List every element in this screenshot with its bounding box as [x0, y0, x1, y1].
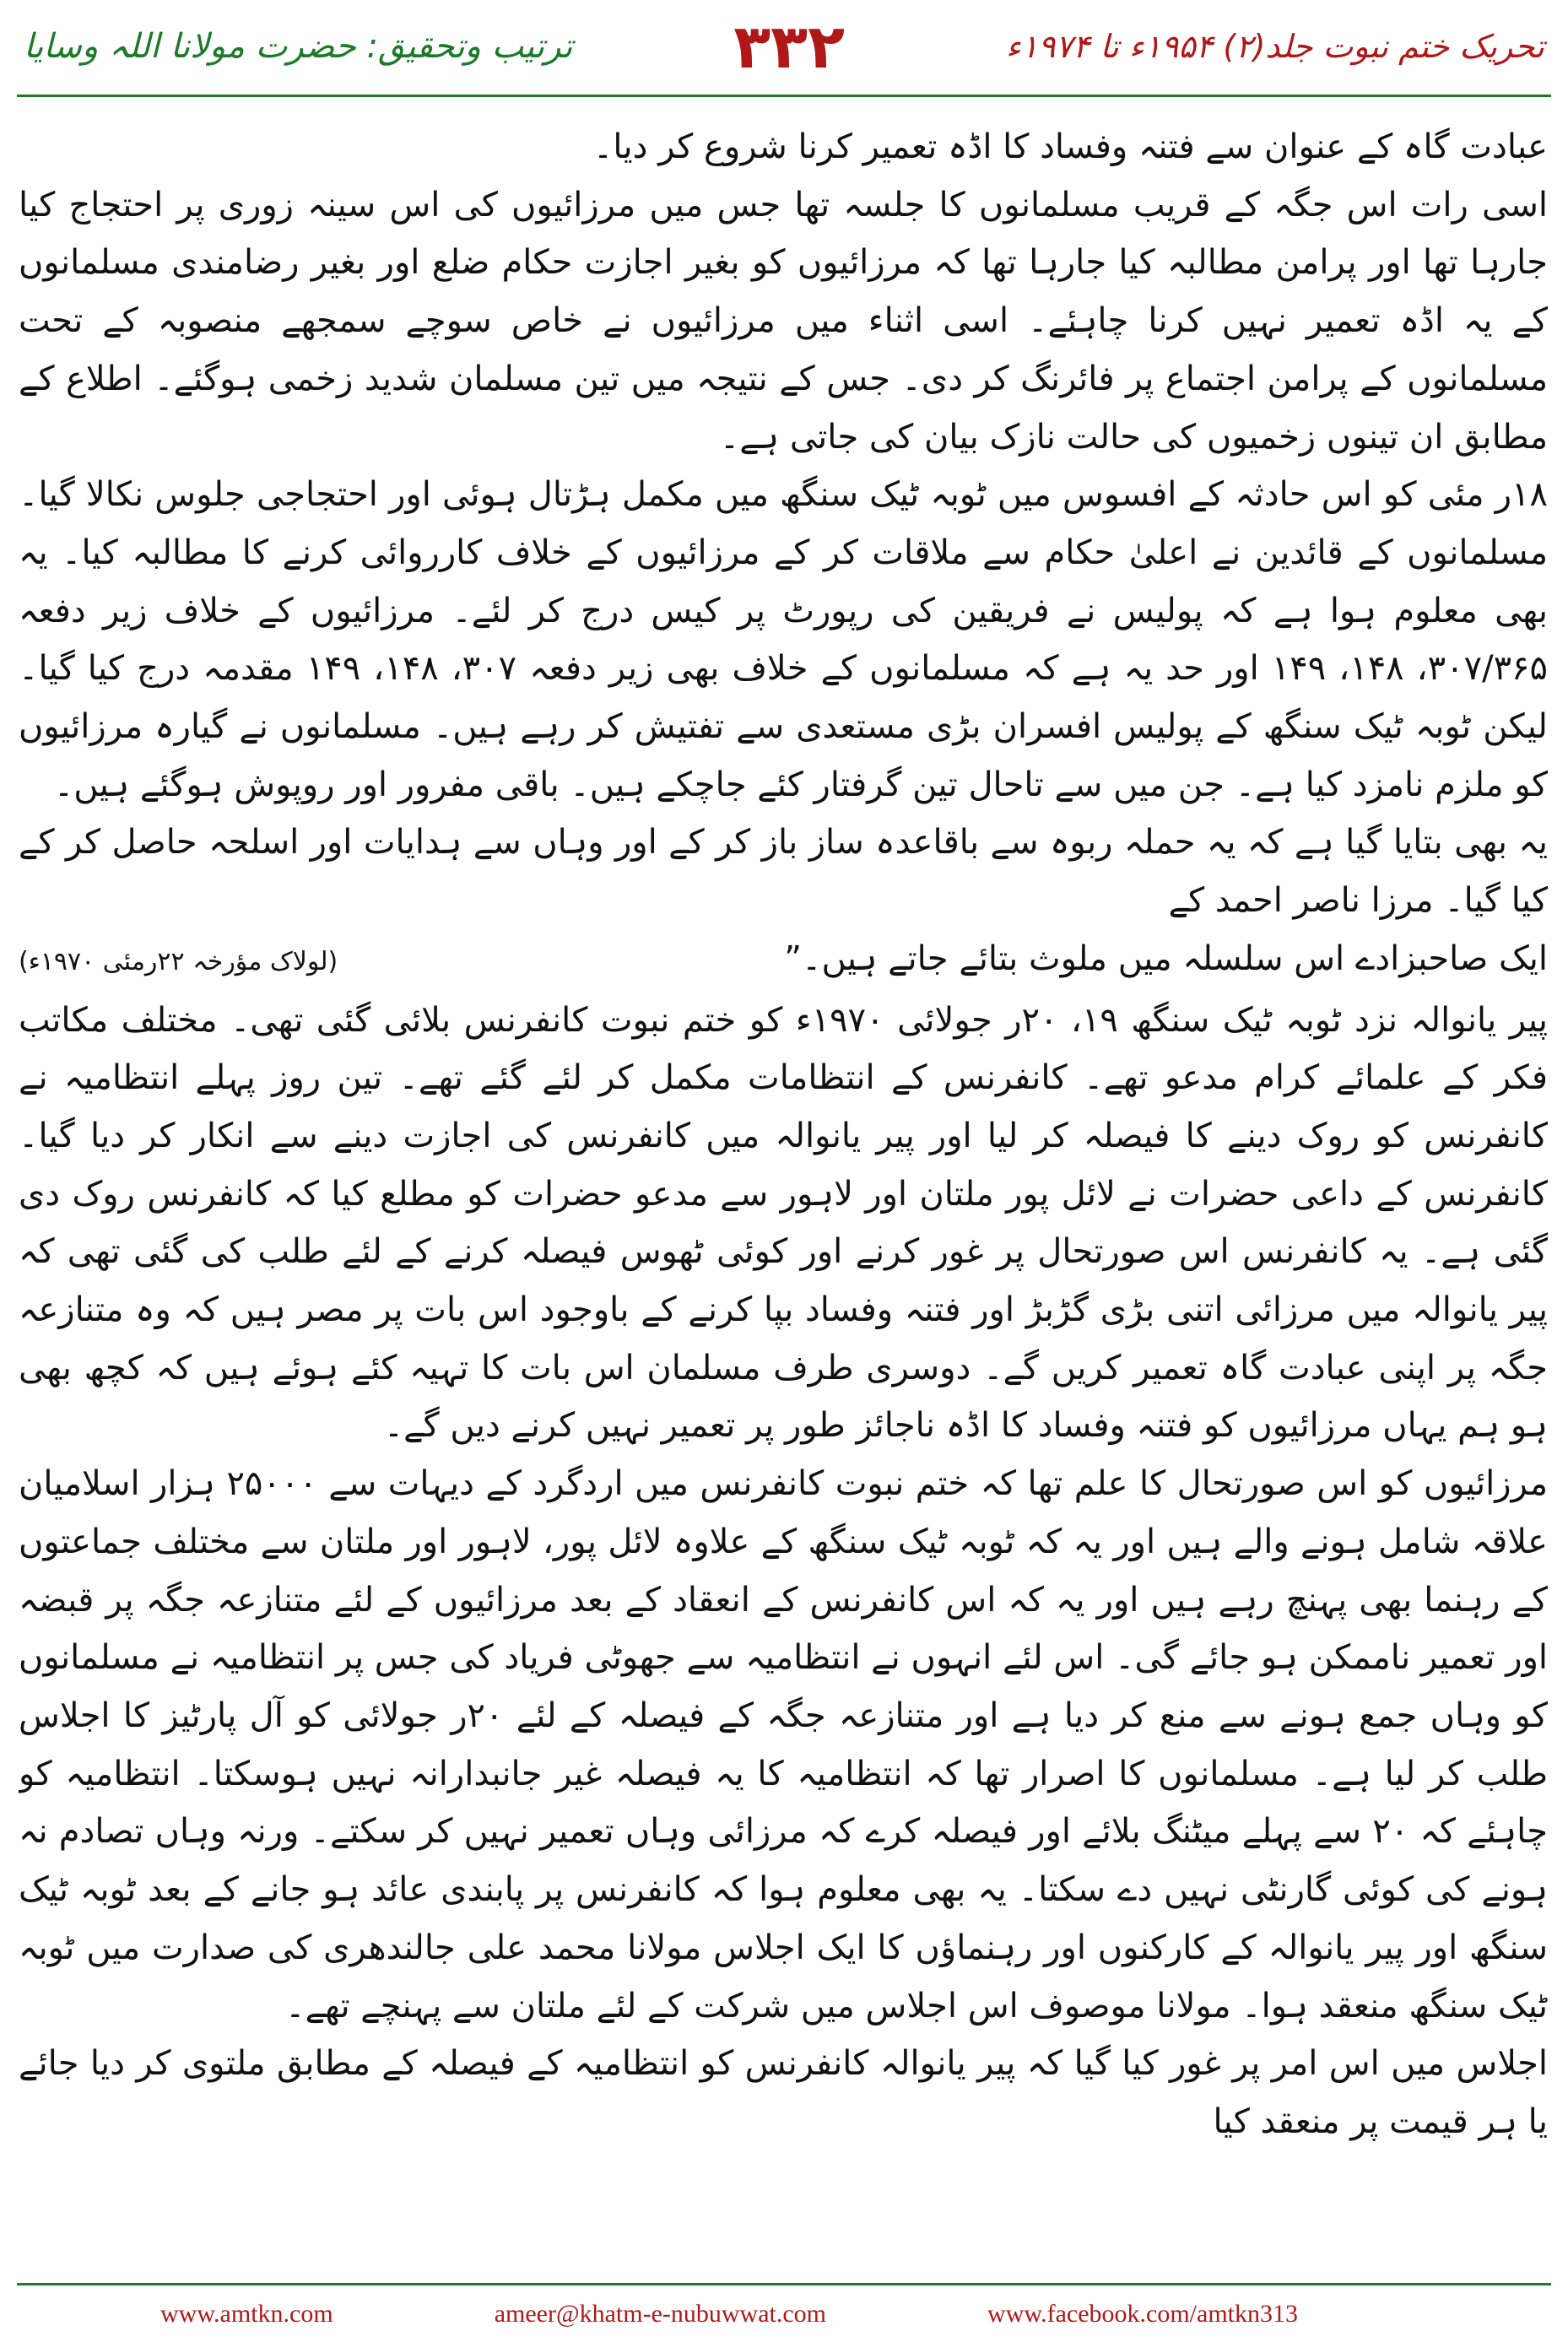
paragraph-6: مرزائیوں کو اس صورتحال کا علم تھا کہ ختم نبوت کانفرنس میں اردگرد کے دیہات سے ۲۵۰۰۰ ہزار اسلامیان علاقہ شامل ہونے والے ہیں اور یہ کہ ٹوبہ ٹیک سنگھ کے علاوہ لائل پور، لاہور اور ملتان سے مختلف جماعتوں کے رہنما بھی پہنچ رہے ہیں اور یہ کہ اس کانفرنس کے انعقاد کے بعد مرزائیوں کے لئے متنازعہ جگہ پر قبضہ اور تعمیر ناممکن ہو جائے گی۔ اس لئے انہوں نے انتظامیہ سے جھوٹی فریاد کی جس پر انتظامیہ نے مسلمانوں کو وہاں جمع ہونے سے منع کر دیا ہے اور متنازعہ جگہ کے فیصلہ کے لئے ۲۰ر جولائی کو آل پارٹیز کا اجلاس طلب کر لیا ہے۔ مسلمانوں کا اصرار تھا کہ انتظامیہ کا یہ فیصلہ غیر جانبدارانہ نہیں ہوسکتا۔ انتظامیہ کو چاہئے کہ ۲۰ سے پہلے میٹنگ بلائے اور فیصلہ کرے کہ مرزائی وہاں تعمیر نہیں کر سکتے۔ ورنہ وہاں تصادم نہ ہونے کی کوئی گارنٹی نہیں دے سکتا۔ یہ بھی معلوم ہوا کہ کانفرنس پر پابندی عائد ہو جانے کے بعد ٹوبہ ٹیک سنگھ اور پیر یانوالہ کے کارکنوں اور رہنماؤں کا ایک اجلاس مولانا محمد علی جالندھری کی صدارت میں ٹوبہ ٹیک سنگھ منعقد ہوا۔ مولانا موصوف اس اجلاس میں شرکت کے لئے ملتان سے پہنچے تھے۔ — [19, 1464, 1548, 2026]
footer-divider — [17, 2283, 1551, 2285]
page-header — [17, 0, 1551, 93]
page-number: ۳۳۲ — [733, 11, 846, 82]
paragraph-4: یہ بھی بتایا گیا ہے کہ یہ حملہ ربوہ سے باقاعدہ ساز باز کر کے اور وہاں سے ہدایات اور اسلحہ حاصل کر کے کیا گیا۔ مرزا ناصر احمد کے — [19, 823, 1548, 921]
page-footer — [17, 2289, 1551, 2339]
paragraph-2: اسی رات اس جگہ کے قریب مسلمانوں کا جلسہ تھا جس میں مرزائیوں کی اس سینہ زوری پر احتجاج کیا جارہا تھا اور پرامن مطالبہ کیا جارہا تھا کہ مرزائیوں کو بغیر اجازت حکام ضلع اور بغیر رضامندی مسلمانوں کے یہ اڈہ تعمیر نہیں کرنا چاہئے۔ اسی اثناء میں مرزائیوں نے خاص سوچے سمجھے منصوبہ کے تحت مسلمانوں کے پرامن اجتماع پر فائرنگ کر دی۔ جس کے نتیجہ میں تین مسلمان شدید زخمی ہوگئے۔ اطلاع کے مطابق ان تینوں زخمیوں کی حالت نازک بیان کی جاتی ہے۔ — [19, 185, 1548, 457]
quote-end-line — [19, 930, 1548, 992]
citation: (لولاک مؤرخہ ۲۲رمئی ۱۹۷۰ء) — [19, 946, 338, 976]
paragraph-5: پیر یانوالہ نزد ٹوبہ ٹیک سنگھ ۱۹، ۲۰ر جولائی ۱۹۷۰ء کو ختم نبوت کانفرنس بلائی گئی تھی۔ مختلف مکاتب فکر کے علمائے کرام مدعو تھے۔ کانفرنس کے انتظامات مکمل کر لئے گئے تھے۔ تین روز پہلے انتظامیہ نے کانفرنس کو روک دینے کا فیصلہ کر لیا اور پیر یانوالہ میں کانفرنس کی اجازت دینے سے انکار کر دیا گیا۔ کانفرنس کے داعی حضرات نے لائل پور ملتان اور لاہور سے مدعو حضرات کو مطلع کیا کہ کانفرنس روک دی گئی ہے۔ یہ کانفرنس اس صورتحال پر غور کرنے اور کوئی ٹھوس فیصلہ کرنے کے لئے طلب کی گئی تھی کہ پیر یانوالہ میں مرزائی اتنی بڑی گڑبڑ اور فتنہ وفساد بپا کرنے کے باوجود اس بات پر مصر ہیں کہ وہ متنازعہ جگہ پر اپنی عبادت گاہ تعمیر کریں گے۔ دوسری طرف مسلمان اس بات کا تہیہ کئے ہوئے ہیں کہ کچھ بھی ہو ہم یہاں مرزائیوں کو فتنہ وفساد کا اڈہ ناجائز طور پر تعمیر نہیں کرنے دیں گے۔ — [19, 1000, 1548, 1446]
page-body — [19, 118, 1548, 2274]
quote-end-text: ایک صاحبزادے اس سلسلہ میں ملوث بتائے جاتے ہیں۔” — [784, 938, 1548, 978]
header-divider — [17, 95, 1551, 97]
compiler-credit: ترتیب وتحقیق: حضرت مولانا اللہ وسایا — [24, 27, 573, 66]
website-link[interactable]: www.amtkn.com — [160, 2300, 333, 2328]
facebook-link[interactable]: www.facebook.com/amtkn313 — [987, 2300, 1298, 2328]
email-link[interactable]: ameer@khatm-e-nubuwwat.com — [494, 2300, 827, 2328]
book-title: تحریک ختم نبوت جلد(۲) ۱۹۵۴ء تا ۱۹۷۴ء — [1005, 28, 1544, 65]
paragraph-3: ۱۸ر مئی کو اس حادثہ کے افسوس میں ٹوبہ ٹیک سنگھ میں مکمل ہڑتال ہوئی اور احتجاجی جلوس نکالا گیا۔ مسلمانوں کے قائدین نے اعلیٰ حکام سے ملاقات کر کے مرزائیوں کے خلاف کارروائی کرنے کا مطالبہ کیا۔ یہ بھی معلوم ہوا ہے کہ پولیس نے فریقین کی رپورٹ پر کیس درج کر لئے۔ مرزائیوں کے خلاف زیر دفعہ ۳۰۷/۳۶۵، ۱۴۸، ۱۴۹ اور حد یہ ہے کہ مسلمانوں کے خلاف بھی زیر دفعہ ۳۰۷، ۱۴۸، ۱۴۹ مقدمہ درج کیا گیا۔ لیکن ٹوبہ ٹیک سنگھ کے پولیس افسران بڑی مستعدی سے تفتیش کر رہے ہیں۔ مسلمانوں نے گیارہ مرزائیوں کو ملزم نامزد کیا ہے۔ جن میں سے تاحال تین گرفتار کئے جاچکے ہیں۔ باقی مفرور اور روپوش ہوگئے ہیں۔ — [19, 475, 1548, 804]
paragraph-1: عبادت گاہ کے عنوان سے فتنہ وفساد کا اڈہ تعمیر کرنا شروع کر دیا۔ — [592, 127, 1548, 166]
paragraph-7: اجلاس میں اس امر پر غور کیا گیا کہ پیر یانوالہ کانفرنس کو انتظامیہ کے فیصلہ کے مطابق ملتوی کر دیا جائے یا ہر قیمت پر منعقد کیا — [19, 2044, 1548, 2141]
